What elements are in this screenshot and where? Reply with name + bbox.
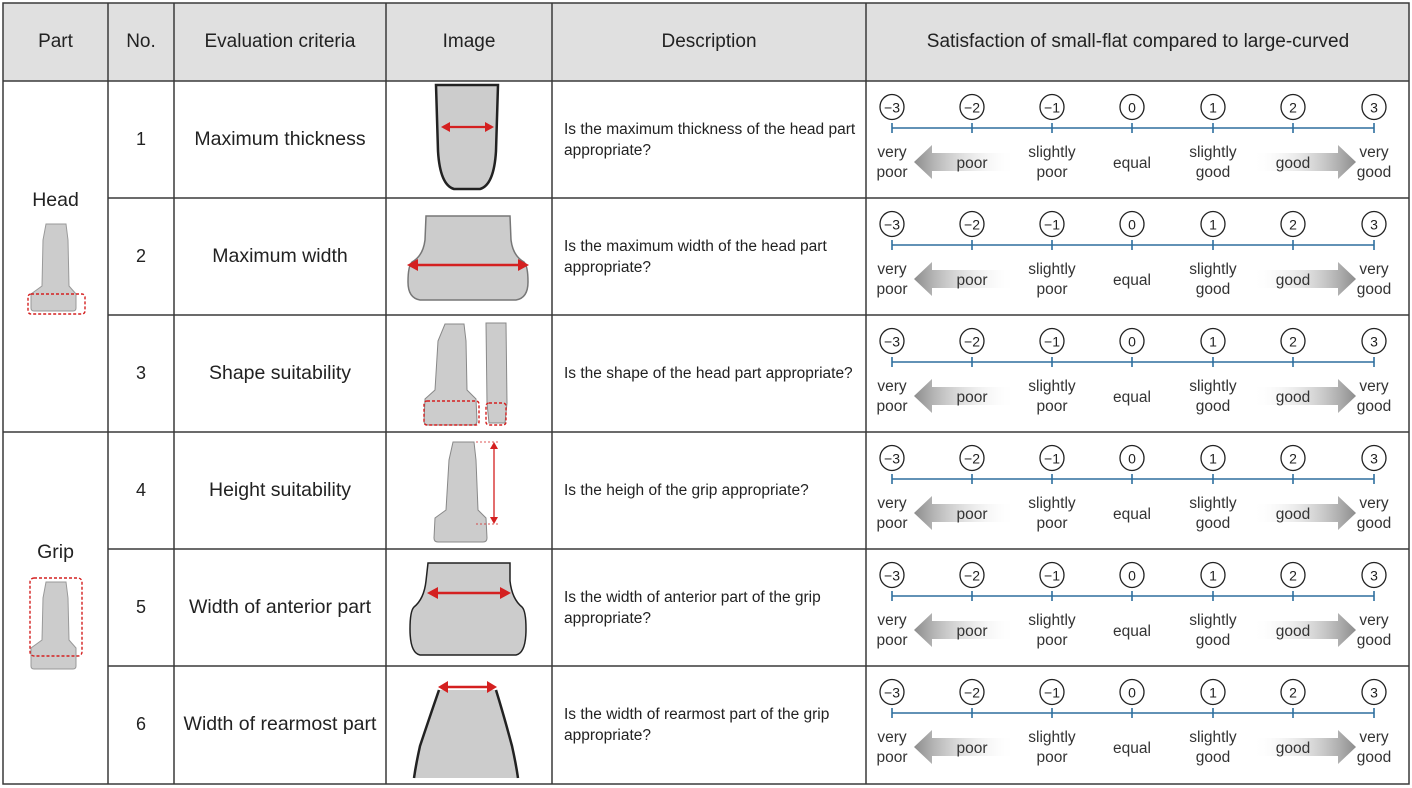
scale-text-label: good <box>1275 506 1311 523</box>
scale-text-label: very <box>1359 378 1389 395</box>
scale-text-label: very <box>877 729 907 746</box>
row-criteria: Shape suitability <box>208 362 351 384</box>
scale-text-label: poor <box>956 623 988 640</box>
scale-point-label: 1 <box>1209 450 1217 467</box>
scale-text-label: slightly <box>1028 378 1076 395</box>
scale-point-label: 3 <box>1370 216 1378 233</box>
scale-text-label: good <box>1356 749 1392 766</box>
scale-text-label: poor <box>1036 749 1068 766</box>
scale-point-label: −2 <box>964 99 980 116</box>
height-suitability-image <box>386 432 552 549</box>
scale-point-label: 3 <box>1370 684 1378 701</box>
scale-text-label: good <box>1275 623 1311 640</box>
scale-text-label: slightly <box>1028 144 1076 161</box>
scale-text-label: very <box>1359 495 1389 512</box>
rating-scale <box>866 198 1410 315</box>
header-image: Image <box>442 31 496 52</box>
scale-text-label: equal <box>1113 389 1151 406</box>
scale-point-label: −1 <box>1044 216 1060 233</box>
scale-text-label: poor <box>956 506 988 523</box>
scale-point-label: −2 <box>964 216 980 233</box>
rating-scale <box>866 666 1410 783</box>
scale-point-label: −3 <box>884 450 900 467</box>
scale-text-label: poor <box>956 740 988 757</box>
scale-text-label: very <box>1359 261 1389 278</box>
row-criteria: Width of anterior part <box>188 596 372 618</box>
row-number: 2 <box>135 246 146 266</box>
row-criteria: Maximum thickness <box>194 128 366 150</box>
scale-text-label: good <box>1195 515 1231 532</box>
scale-point-label: 3 <box>1370 450 1378 467</box>
scale-point-label: −2 <box>964 567 980 584</box>
scale-text-label: poor <box>1036 281 1068 298</box>
scale-text-label: slightly <box>1028 495 1076 512</box>
scale-text-label: equal <box>1113 740 1151 757</box>
scale-text-label: good <box>1275 389 1311 406</box>
scale-text-label: good <box>1356 164 1392 181</box>
header-part: Part <box>38 31 73 52</box>
scale-point-label: −2 <box>964 450 980 467</box>
scale-text-label: poor <box>956 389 988 406</box>
scale-text-label: good <box>1195 164 1231 181</box>
scale-text-label: very <box>877 378 907 395</box>
scale-text-label: good <box>1275 740 1311 757</box>
scale-text-label: poor <box>876 281 908 298</box>
scale-point-label: 0 <box>1128 333 1136 350</box>
scale-text-label: poor <box>876 515 908 532</box>
header-no: No. <box>126 31 156 52</box>
rating-scale <box>866 81 1410 198</box>
scale-text-label: slightly <box>1189 612 1237 629</box>
scale-point-label: −3 <box>884 216 900 233</box>
scale-point-label: 3 <box>1370 333 1378 350</box>
scale-text-label: poor <box>876 632 908 649</box>
scale-point-label: −1 <box>1044 99 1060 116</box>
maximum-thickness-image <box>386 81 552 198</box>
scale-point-label: −1 <box>1044 333 1060 350</box>
scale-point-label: 1 <box>1209 216 1217 233</box>
scale-point-label: 2 <box>1289 216 1297 233</box>
scale-point-label: 1 <box>1209 567 1217 584</box>
scale-point-label: 2 <box>1289 99 1297 116</box>
scale-point-label: −3 <box>884 333 900 350</box>
row-description: Is the shape of the head part appropriate? <box>564 365 853 382</box>
row-criteria: Maximum width <box>212 245 348 267</box>
scale-text-label: very <box>1359 612 1389 629</box>
scale-point-label: 2 <box>1289 333 1297 350</box>
row-description: Is the maximum width of the head part appropriate? <box>564 237 827 276</box>
header-criteria: Evaluation criteria <box>204 31 356 52</box>
scale-text-label: poor <box>1036 164 1068 181</box>
header-satisfaction: Satisfaction of small-flat compared to large-curved <box>926 31 1350 52</box>
row-description: Is the maximum thickness of the head part appropriate? <box>564 120 856 159</box>
scale-text-label: poor <box>876 164 908 181</box>
row-number: 1 <box>135 129 146 149</box>
scale-point-label: 1 <box>1209 333 1217 350</box>
scale-text-label: poor <box>1036 632 1068 649</box>
scale-text-label: slightly <box>1028 261 1076 278</box>
scale-point-label: 1 <box>1209 684 1217 701</box>
scale-text-label: poor <box>876 749 908 766</box>
scale-point-label: 0 <box>1128 684 1136 701</box>
scale-point-label: 2 <box>1289 684 1297 701</box>
scale-point-label: −1 <box>1044 684 1060 701</box>
scale-text-label: good <box>1195 398 1231 415</box>
scale-text-label: good <box>1275 272 1311 289</box>
rating-scale <box>866 549 1410 666</box>
scale-text-label: very <box>877 612 907 629</box>
scale-text-label: good <box>1195 749 1231 766</box>
header-description: Description <box>661 31 757 52</box>
scale-point-label: 0 <box>1128 99 1136 116</box>
scale-point-label: 3 <box>1370 567 1378 584</box>
scale-text-label: good <box>1356 398 1392 415</box>
part-grip-label: Grip <box>37 540 74 563</box>
scale-text-label: poor <box>1036 515 1068 532</box>
scale-text-label: very <box>1359 729 1389 746</box>
row-description: Is the heigh of the grip appropriate? <box>564 482 809 499</box>
scale-text-label: very <box>1359 144 1389 161</box>
scale-text-label: good <box>1195 632 1231 649</box>
scale-text-label: equal <box>1113 623 1151 640</box>
width-of-rearmost-part-image <box>386 666 552 783</box>
scale-point-label: 3 <box>1370 99 1378 116</box>
width-of-anterior-part-image <box>386 549 552 666</box>
scale-point-label: −3 <box>884 684 900 701</box>
scale-point-label: −2 <box>964 333 980 350</box>
maximum-width-image <box>386 198 552 315</box>
scale-text-label: poor <box>876 398 908 415</box>
row-description: Is the width of anterior part of the grip appropriate? <box>564 588 821 627</box>
scale-text-label: very <box>877 144 907 161</box>
scale-text-label: very <box>877 261 907 278</box>
scale-text-label: slightly <box>1189 495 1237 512</box>
scale-text-label: slightly <box>1189 261 1237 278</box>
scale-text-label: good <box>1356 515 1392 532</box>
scale-point-label: −1 <box>1044 450 1060 467</box>
scale-point-label: −2 <box>964 684 980 701</box>
row-number: 6 <box>135 714 146 734</box>
scale-text-label: slightly <box>1189 378 1237 395</box>
scale-point-label: 1 <box>1209 99 1217 116</box>
shape-suitability-image <box>386 315 552 432</box>
rating-scale <box>866 315 1410 432</box>
grip-part-icon <box>22 574 92 674</box>
scale-point-label: −3 <box>884 99 900 116</box>
scale-point-label: −3 <box>884 567 900 584</box>
row-number: 4 <box>135 480 146 500</box>
scale-text-label: equal <box>1113 272 1151 289</box>
scale-text-label: poor <box>956 272 988 289</box>
scale-point-label: 2 <box>1289 567 1297 584</box>
row-criteria: Width of rearmost part <box>183 713 377 735</box>
row-criteria: Height suitability <box>209 479 351 501</box>
scale-text-label: slightly <box>1189 729 1237 746</box>
row-number: 5 <box>135 597 146 617</box>
scale-point-label: 0 <box>1128 567 1136 584</box>
scale-text-label: poor <box>1036 398 1068 415</box>
scale-text-label: good <box>1356 632 1392 649</box>
rating-scale <box>866 432 1410 549</box>
scale-text-label: very <box>877 495 907 512</box>
scale-text-label: slightly <box>1189 144 1237 161</box>
scale-point-label: 0 <box>1128 216 1136 233</box>
scale-text-label: slightly <box>1028 612 1076 629</box>
scale-text-label: good <box>1356 281 1392 298</box>
scale-text-label: slightly <box>1028 729 1076 746</box>
scale-point-label: 0 <box>1128 450 1136 467</box>
row-number: 3 <box>135 363 146 383</box>
scale-text-label: equal <box>1113 506 1151 523</box>
row-description: Is the width of rearmost part of the grip appropriate? <box>564 705 830 744</box>
scale-text-label: good <box>1195 281 1231 298</box>
scale-text-label: poor <box>956 155 988 172</box>
scale-text-label: equal <box>1113 155 1151 172</box>
scale-text-label: good <box>1275 155 1311 172</box>
scale-point-label: −1 <box>1044 567 1060 584</box>
scale-point-label: 2 <box>1289 450 1297 467</box>
head-part-icon <box>22 218 92 318</box>
part-head-label: Head <box>32 188 79 211</box>
